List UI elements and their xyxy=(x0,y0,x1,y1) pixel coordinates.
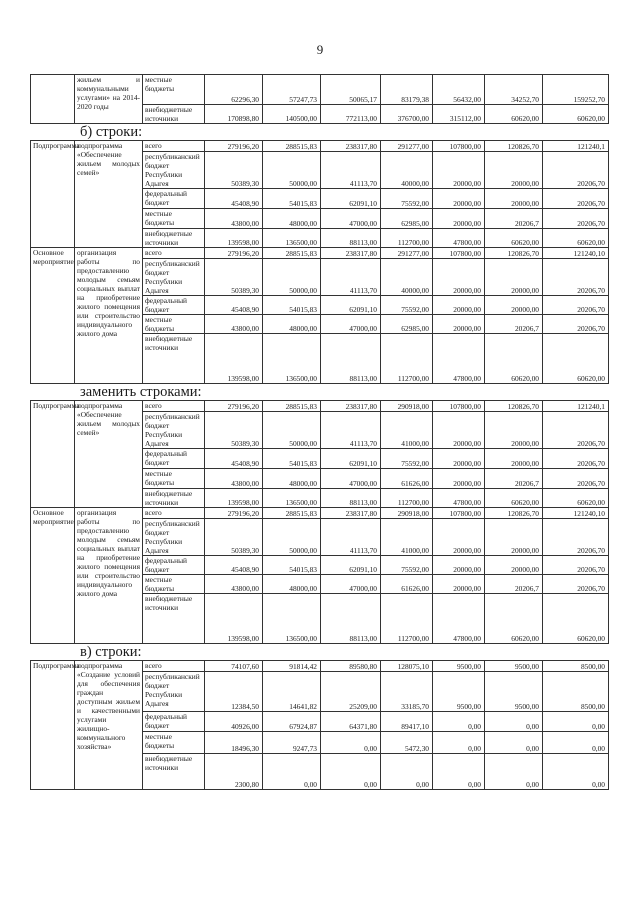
value-cell: 20000,00 xyxy=(485,412,543,449)
value-cell: 20000,00 xyxy=(433,209,485,229)
value-cell: 47000,00 xyxy=(321,209,381,229)
value-cell: 136500,00 xyxy=(263,594,321,644)
value-cell: 0,00 xyxy=(381,754,433,790)
value-cell: 112700,00 xyxy=(381,334,433,384)
value-cell: 40000,00 xyxy=(381,152,433,189)
value-cell: 20000,00 xyxy=(433,296,485,315)
value-cell: 20000,00 xyxy=(485,519,543,556)
funding-source-cell: внебюджетные источники xyxy=(143,105,205,124)
value-cell: 20000,00 xyxy=(433,152,485,189)
continuation-table xyxy=(30,74,609,124)
program-name-cell: подпрограмма «Обеспечение жильем молодых семей» xyxy=(75,401,143,508)
funding-source-cell: местные бюджеты xyxy=(143,209,205,229)
value-cell: 140500,00 xyxy=(263,105,321,124)
value-cell: 290918,00 xyxy=(381,401,433,412)
value-cell: 20000,00 xyxy=(433,189,485,209)
table-row xyxy=(31,401,609,412)
value-cell: 120826,70 xyxy=(485,141,543,152)
value-cell: 60620,00 xyxy=(485,334,543,384)
value-cell: 18496,30 xyxy=(205,732,263,754)
row-type-cell: Основное мероприятие xyxy=(31,248,75,384)
value-cell: 9500,00 xyxy=(433,661,485,672)
row-type-cell: Основное мероприятие xyxy=(31,508,75,644)
value-cell: 107800,00 xyxy=(433,141,485,152)
value-cell: 20000,00 xyxy=(485,259,543,296)
value-cell: 288515,83 xyxy=(263,508,321,519)
value-cell: 20206,7 xyxy=(485,469,543,489)
value-cell: 20000,00 xyxy=(433,259,485,296)
funding-source-cell: местные бюджеты xyxy=(143,75,205,105)
value-cell: 20206,70 xyxy=(543,469,609,489)
value-cell: 48000,00 xyxy=(263,469,321,489)
value-cell: 9247,73 xyxy=(263,732,321,754)
value-cell: 20000,00 xyxy=(485,296,543,315)
value-cell: 54015,83 xyxy=(263,449,321,469)
row-type-cell xyxy=(31,75,75,124)
value-cell: 50000,00 xyxy=(263,519,321,556)
value-cell: 60620,00 xyxy=(543,594,609,644)
value-cell: 112700,00 xyxy=(381,594,433,644)
budget-document xyxy=(30,74,608,790)
value-cell: 75592,00 xyxy=(381,449,433,469)
value-cell: 288515,83 xyxy=(263,141,321,152)
value-cell: 57247,73 xyxy=(263,75,321,105)
value-cell: 20000,00 xyxy=(433,315,485,334)
value-cell: 45408,90 xyxy=(205,556,263,575)
value-cell: 62091,10 xyxy=(321,296,381,315)
value-cell: 43800,00 xyxy=(205,209,263,229)
value-cell: 291277,00 xyxy=(381,141,433,152)
funding-source-cell: всего xyxy=(143,401,205,412)
value-cell: 45408,90 xyxy=(205,449,263,469)
funding-source-cell: республиканский бюджет Республики Адыгея xyxy=(143,519,205,556)
value-cell: 74107,60 xyxy=(205,661,263,672)
value-cell: 279196,20 xyxy=(205,401,263,412)
value-cell: 41113,70 xyxy=(321,519,381,556)
value-cell: 14641,82 xyxy=(263,672,321,712)
value-cell: 41000,00 xyxy=(381,412,433,449)
value-cell: 60620,00 xyxy=(485,105,543,124)
funding-source-cell: внебюджетные источники xyxy=(143,334,205,384)
value-cell: 139598,00 xyxy=(205,594,263,644)
value-cell: 136500,00 xyxy=(263,229,321,248)
table-row xyxy=(31,508,609,519)
value-cell: 136500,00 xyxy=(263,334,321,384)
value-cell: 8500,00 xyxy=(543,661,609,672)
value-cell: 60620,00 xyxy=(485,229,543,248)
value-cell: 20000,00 xyxy=(433,519,485,556)
value-cell: 40926,00 xyxy=(205,712,263,732)
funding-source-cell: республиканский бюджет Республики Адыгея xyxy=(143,259,205,296)
funding-source-cell: всего xyxy=(143,508,205,519)
value-cell: 136500,00 xyxy=(263,489,321,508)
value-cell: 20206,70 xyxy=(543,209,609,229)
section-heading: заменить строками: xyxy=(80,384,202,400)
value-cell: 121240,10 xyxy=(543,248,609,259)
value-cell: 41113,70 xyxy=(321,259,381,296)
funding-source-cell: федеральный бюджет xyxy=(143,296,205,315)
value-cell: 20000,00 xyxy=(485,556,543,575)
value-cell: 20206,70 xyxy=(543,575,609,594)
program-name-cell: подпрограмма «Создание условий для обеспечения граждан доступным жильем и качественными услугами жилищно-коммунального хозяйства» xyxy=(75,661,143,790)
value-cell: 20206,7 xyxy=(485,575,543,594)
value-cell: 107800,00 xyxy=(433,401,485,412)
value-cell: 238317,80 xyxy=(321,508,381,519)
value-cell: 61626,00 xyxy=(381,469,433,489)
value-cell: 0,00 xyxy=(321,732,381,754)
value-cell: 20206,70 xyxy=(543,152,609,189)
value-cell: 88113,00 xyxy=(321,489,381,508)
value-cell: 33185,70 xyxy=(381,672,433,712)
value-cell: 34252,70 xyxy=(485,75,543,105)
value-cell: 25209,00 xyxy=(321,672,381,712)
value-cell: 20000,00 xyxy=(433,449,485,469)
value-cell: 315112,00 xyxy=(433,105,485,124)
value-cell: 0,00 xyxy=(543,712,609,732)
budget-table xyxy=(30,140,609,384)
value-cell: 139598,00 xyxy=(205,229,263,248)
value-cell: 121240,1 xyxy=(543,401,609,412)
value-cell: 62091,10 xyxy=(321,449,381,469)
value-cell: 0,00 xyxy=(485,732,543,754)
value-cell: 376700,00 xyxy=(381,105,433,124)
value-cell: 8500,00 xyxy=(543,672,609,712)
table-row xyxy=(31,141,609,152)
value-cell: 62091,10 xyxy=(321,556,381,575)
value-cell: 43800,00 xyxy=(205,575,263,594)
row-type-cell: Подпрограмма xyxy=(31,141,75,248)
value-cell: 50389,30 xyxy=(205,519,263,556)
value-cell: 107800,00 xyxy=(433,508,485,519)
value-cell: 50000,00 xyxy=(263,259,321,296)
value-cell: 45408,90 xyxy=(205,296,263,315)
value-cell: 0,00 xyxy=(543,754,609,790)
value-cell: 20206,70 xyxy=(543,259,609,296)
value-cell: 107800,00 xyxy=(433,248,485,259)
funding-source-cell: всего xyxy=(143,661,205,672)
funding-source-cell: местные бюджеты xyxy=(143,469,205,489)
value-cell: 60620,00 xyxy=(543,229,609,248)
page-number: 9 xyxy=(316,42,324,57)
value-cell: 45408,90 xyxy=(205,189,263,209)
value-cell: 291277,00 xyxy=(381,248,433,259)
funding-source-cell: внебюджетные источники xyxy=(143,229,205,248)
value-cell: 20206,70 xyxy=(543,315,609,334)
value-cell: 5472,30 xyxy=(381,732,433,754)
value-cell: 83179,38 xyxy=(381,75,433,105)
funding-source-cell: федеральный бюджет xyxy=(143,712,205,732)
value-cell: 47000,00 xyxy=(321,315,381,334)
value-cell: 0,00 xyxy=(433,732,485,754)
value-cell: 20206,70 xyxy=(543,449,609,469)
value-cell: 75592,00 xyxy=(381,189,433,209)
funding-source-cell: местные бюджеты xyxy=(143,575,205,594)
value-cell: 772113,00 xyxy=(321,105,381,124)
program-name-cell: жильем и коммунальными услугами» на 2014-2020 годы xyxy=(75,75,143,124)
value-cell: 238317,80 xyxy=(321,248,381,259)
value-cell: 0,00 xyxy=(321,754,381,790)
funding-source-cell: федеральный бюджет xyxy=(143,189,205,209)
value-cell: 75592,00 xyxy=(381,556,433,575)
value-cell: 60620,00 xyxy=(485,489,543,508)
funding-source-cell: всего xyxy=(143,141,205,152)
value-cell: 128075,10 xyxy=(381,661,433,672)
value-cell: 67924,87 xyxy=(263,712,321,732)
value-cell: 50000,00 xyxy=(263,412,321,449)
value-cell: 120826,70 xyxy=(485,248,543,259)
value-cell: 88113,00 xyxy=(321,594,381,644)
program-name-cell: организация работы по предоставлению молодым семьям социальных выплат на приобретение жилого помещения или строительство индивидуального жилого дома xyxy=(75,508,143,644)
value-cell: 20000,00 xyxy=(433,575,485,594)
value-cell: 0,00 xyxy=(485,712,543,732)
value-cell: 139598,00 xyxy=(205,489,263,508)
value-cell: 47000,00 xyxy=(321,469,381,489)
value-cell: 60620,00 xyxy=(543,489,609,508)
value-cell: 139598,00 xyxy=(205,334,263,384)
value-cell: 290918,00 xyxy=(381,508,433,519)
value-cell: 120826,70 xyxy=(485,401,543,412)
value-cell: 89580,80 xyxy=(321,661,381,672)
value-cell: 20206,7 xyxy=(485,315,543,334)
value-cell: 54015,83 xyxy=(263,189,321,209)
value-cell: 0,00 xyxy=(433,754,485,790)
value-cell: 159252,70 xyxy=(543,75,609,105)
value-cell: 238317,80 xyxy=(321,401,381,412)
value-cell: 0,00 xyxy=(433,712,485,732)
value-cell: 88113,00 xyxy=(321,334,381,384)
value-cell: 20000,00 xyxy=(433,556,485,575)
value-cell: 121240,1 xyxy=(543,141,609,152)
value-cell: 50389,30 xyxy=(205,412,263,449)
value-cell: 89417,10 xyxy=(381,712,433,732)
value-cell: 41113,70 xyxy=(321,412,381,449)
value-cell: 50389,30 xyxy=(205,259,263,296)
value-cell: 0,00 xyxy=(263,754,321,790)
value-cell: 170898,80 xyxy=(205,105,263,124)
value-cell: 279196,20 xyxy=(205,248,263,259)
value-cell: 61626,00 xyxy=(381,575,433,594)
value-cell: 50065,17 xyxy=(321,75,381,105)
funding-source-cell: федеральный бюджет xyxy=(143,556,205,575)
value-cell: 112700,00 xyxy=(381,229,433,248)
funding-source-cell: всего xyxy=(143,248,205,259)
value-cell: 54015,83 xyxy=(263,556,321,575)
value-cell: 288515,83 xyxy=(263,248,321,259)
value-cell: 47800,00 xyxy=(433,594,485,644)
funding-source-cell: внебюджетные источники xyxy=(143,489,205,508)
value-cell: 50389,30 xyxy=(205,152,263,189)
table-row xyxy=(31,661,609,672)
value-cell: 62091,10 xyxy=(321,189,381,209)
value-cell: 20206,70 xyxy=(543,296,609,315)
row-type-cell: Подпрограмма xyxy=(31,401,75,508)
funding-source-cell: федеральный бюджет xyxy=(143,449,205,469)
value-cell: 2300,80 xyxy=(205,754,263,790)
value-cell: 48000,00 xyxy=(263,209,321,229)
value-cell: 47000,00 xyxy=(321,575,381,594)
value-cell: 47800,00 xyxy=(433,334,485,384)
funding-source-cell: республиканский бюджет Республики Адыгея xyxy=(143,412,205,449)
value-cell: 20000,00 xyxy=(485,449,543,469)
value-cell: 40000,00 xyxy=(381,259,433,296)
value-cell: 279196,20 xyxy=(205,141,263,152)
value-cell: 47800,00 xyxy=(433,489,485,508)
value-cell: 9500,00 xyxy=(485,661,543,672)
funding-source-cell: внебюджетные источники xyxy=(143,594,205,644)
value-cell: 0,00 xyxy=(485,754,543,790)
budget-table xyxy=(30,660,609,790)
value-cell: 20000,00 xyxy=(433,469,485,489)
value-cell: 20000,00 xyxy=(485,152,543,189)
value-cell: 41000,00 xyxy=(381,519,433,556)
value-cell: 288515,83 xyxy=(263,401,321,412)
value-cell: 48000,00 xyxy=(263,575,321,594)
value-cell: 48000,00 xyxy=(263,315,321,334)
value-cell: 54015,83 xyxy=(263,296,321,315)
table-row xyxy=(31,248,609,259)
value-cell: 43800,00 xyxy=(205,315,263,334)
value-cell: 47800,00 xyxy=(433,229,485,248)
program-name-cell: подпрограмма «Обеспечение жильем молодых семей» xyxy=(75,141,143,248)
value-cell: 60620,00 xyxy=(543,334,609,384)
value-cell: 62985,00 xyxy=(381,315,433,334)
program-name-cell: организация работы по предоставлению молодым семьям социальных выплат на приобретение жилого помещения или строительство индивидуального жилого дома xyxy=(75,248,143,384)
value-cell: 20206,70 xyxy=(543,412,609,449)
value-cell: 60620,00 xyxy=(543,105,609,124)
value-cell: 12384,50 xyxy=(205,672,263,712)
value-cell: 64371,80 xyxy=(321,712,381,732)
funding-source-cell: республиканский бюджет Республики Адыгея xyxy=(143,152,205,189)
value-cell: 9500,00 xyxy=(433,672,485,712)
value-cell: 88113,00 xyxy=(321,229,381,248)
funding-source-cell: республиканский бюджет Республики Адыгея xyxy=(143,672,205,712)
value-cell: 20206,70 xyxy=(543,189,609,209)
value-cell: 20000,00 xyxy=(433,412,485,449)
value-cell: 20206,70 xyxy=(543,519,609,556)
value-cell: 120826,70 xyxy=(485,508,543,519)
funding-source-cell: местные бюджеты xyxy=(143,315,205,334)
value-cell: 279196,20 xyxy=(205,508,263,519)
value-cell: 41113,70 xyxy=(321,152,381,189)
value-cell: 75592,00 xyxy=(381,296,433,315)
value-cell: 91814,42 xyxy=(263,661,321,672)
section-heading: в) строки: xyxy=(80,644,142,660)
budget-table xyxy=(30,400,609,644)
value-cell: 43800,00 xyxy=(205,469,263,489)
value-cell: 20206,70 xyxy=(543,556,609,575)
value-cell: 20206,7 xyxy=(485,209,543,229)
row-type-cell: Подпрограмма xyxy=(31,661,75,790)
value-cell: 50000,00 xyxy=(263,152,321,189)
value-cell: 62985,00 xyxy=(381,209,433,229)
value-cell: 20000,00 xyxy=(485,189,543,209)
value-cell: 56432,00 xyxy=(433,75,485,105)
value-cell: 9500,00 xyxy=(485,672,543,712)
funding-source-cell: местные бюджеты xyxy=(143,732,205,754)
value-cell: 121240,10 xyxy=(543,508,609,519)
value-cell: 238317,80 xyxy=(321,141,381,152)
value-cell: 62296,30 xyxy=(205,75,263,105)
table-row xyxy=(31,75,609,105)
value-cell: 112700,00 xyxy=(381,489,433,508)
section-heading: б) строки: xyxy=(80,124,143,140)
value-cell: 60620,00 xyxy=(485,594,543,644)
value-cell: 0,00 xyxy=(543,732,609,754)
funding-source-cell: внебюджетные источники xyxy=(143,754,205,790)
